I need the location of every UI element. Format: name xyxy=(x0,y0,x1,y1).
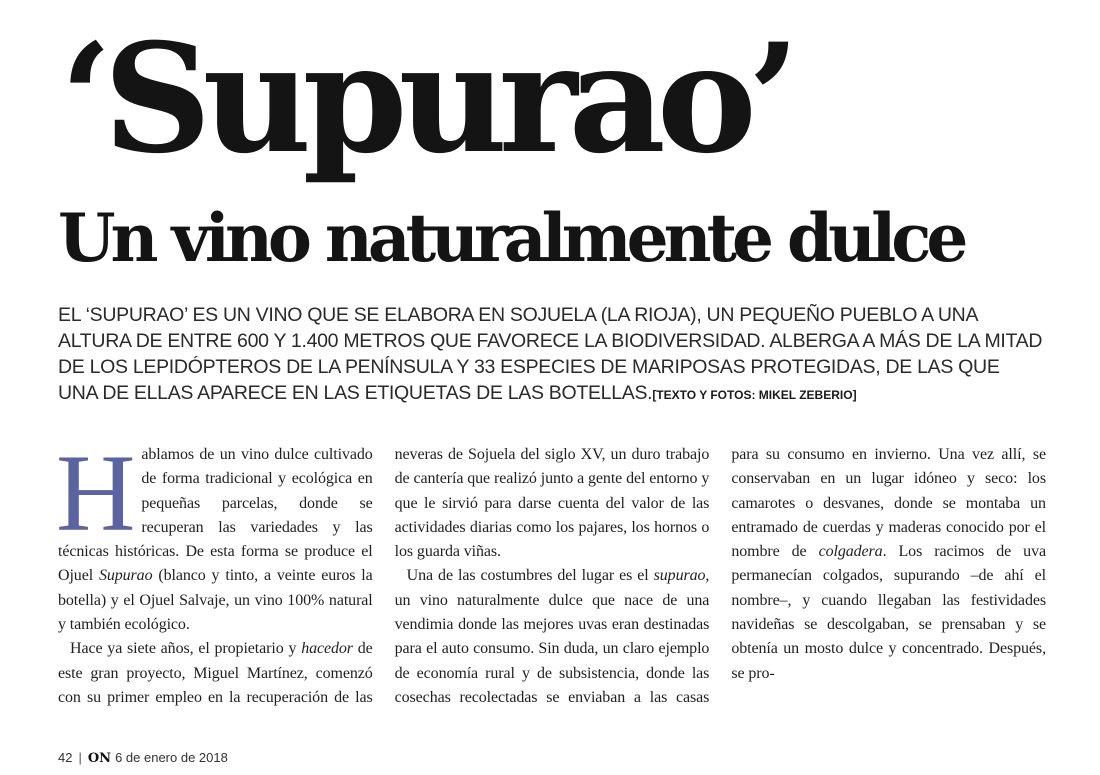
headline-title: ‘Supurao’ xyxy=(60,11,792,187)
article-paragraph-1 xyxy=(56,432,373,637)
magazine-logo: ON xyxy=(87,751,112,766)
page-number: 42 xyxy=(58,750,73,765)
p2-text-a: Hace ya siete años, el propietario y xyxy=(70,640,302,658)
p3-italic-colgadera: colgadera xyxy=(818,543,883,561)
p3-text-b: , un vino naturalmente dulce que nace de una vendimia donde las mejores uvas eran destinadas para el auto consumo. Sin duda, un claro ejemplo de economía rural y de subsistencia, donde las cosechas recolectadas se enviaban a las casas para su consumo en invierno. Una vez allí, se conservaban en un lugar idóneo y seco: los camarotes o desvanes, donde se montaba un entramado de cuerdas y maderas conocido por el nombre de xyxy=(394,446,1046,706)
p3-text-c: . Los racimos de uva permanecían colgados, supurando –de ahí el nombre–, y cuando llegaban las festividades navideñas se descolgaban, se prensaban y se obtenía un mosto dulce y concentrado. Después, se pro- xyxy=(731,543,1046,682)
p1-text-a: ablamos de un vino dulce cultivado de forma tradicional y ecológica en pequeñas parcelas, donde se recuperan las variedades y las técnicas históricas. De esta forma se produce el Ojuel xyxy=(58,446,373,585)
p3-italic-supurao: supurao xyxy=(653,567,706,585)
page-footer xyxy=(58,750,228,766)
drop-cap: H xyxy=(56,432,136,554)
p1-italic-supurao: Supurao xyxy=(98,567,153,585)
lead-paragraph xyxy=(58,302,1043,408)
lead-text: EL ‘SUPURAO’ ES UN VINO QUE SE ELABORA EN SOJUELA (LA RIOJA), UN PEQUEÑO PUEBLO A UNA ALTURA DE ENTRE 600 Y 1.400 METROS QUE FAVORECE LA BIODIVERSIDAD. ALBERGA A MÁS DE LA MITAD DE LOS LEPIDÓPTEROS DE LA PENÍNSULA Y 33 ESPECIES DE MARIPOSAS PROTEGIDAS, DE LAS QUE UNA DE ELLAS APARECE EN LAS ETIQUETAS DE LAS BOTELLAS. xyxy=(58,304,1043,404)
issue-date: 6 de enero de 2018 xyxy=(115,750,228,765)
p2-text-b: de este gran proyecto, Miguel Martínez, comenzó con su primer empleo en la recuperación de las neveras de Sojuela del siglo XV, un duro trabajo de cantería que realizó junto a gente del entorno y que le sirvió para darse cuenta del valor de las actividades diarias como los pajares, los hornos o los guarda viñas. xyxy=(58,446,710,706)
footer-separator: | xyxy=(78,750,82,765)
p1-text-b: (blanco y tinto, a veinte euros la botella) y el Ojuel Salvaje, un vino 100% natural y también ecológico. xyxy=(58,567,373,634)
p3-text-a: Una de las costumbres del lugar es el xyxy=(406,567,654,585)
article-body xyxy=(56,432,1046,728)
p2-italic-hacedor: hacedor xyxy=(301,640,353,658)
byline-credit: [TEXTO Y FOTOS: MIKEL ZEBERIO] xyxy=(652,388,857,402)
headline-subtitle: Un vino naturalmente dulce xyxy=(58,199,964,277)
